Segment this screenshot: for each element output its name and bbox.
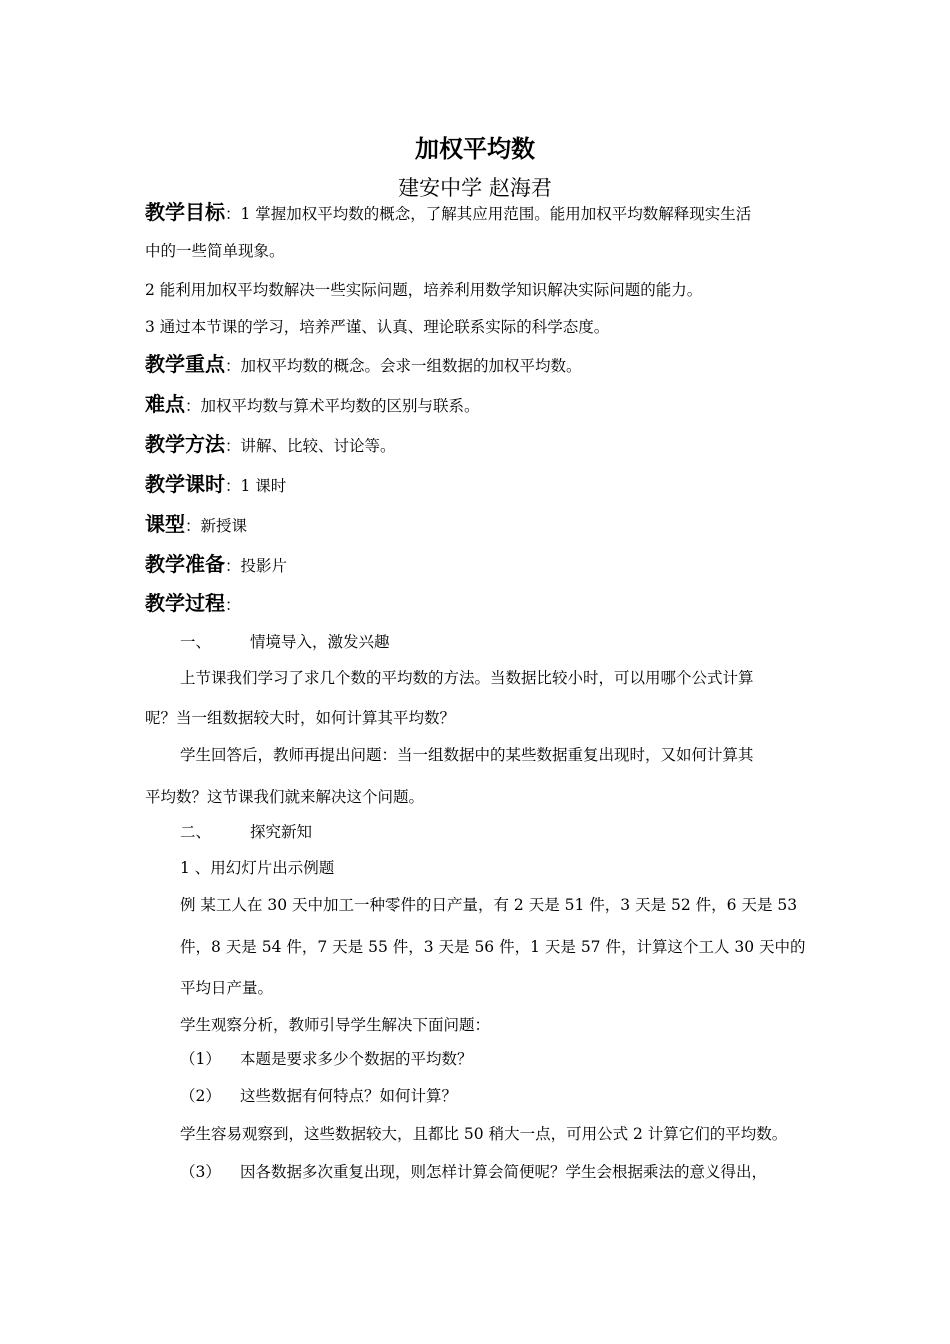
document-author: 建安中学 赵海君 <box>398 176 552 200</box>
process-text: ： <box>225 596 241 614</box>
paragraph-2-line-1: 学生回答后，教师再提出问题：当一组数据中的某些数据重复出现时，又如何计算其 <box>180 746 754 764</box>
example-line-1: 例 某工人在 30 天中加工一种零件的日产量，有 2 天是 51 件，3 天是 52 件，6 天是 53 <box>180 896 798 914</box>
key-points-text: ：加权平均数的概念。会求一组数据的加权平均数。 <box>225 357 582 375</box>
section-1-heading <box>180 632 390 652</box>
preparation-text: ：投影片 <box>225 557 288 575</box>
example-line-2: 件，8 天是 54 件，7 天是 55 件，3 天是 56 件，1 天是 57 件，计算这个工人 30 天中的 <box>180 938 806 956</box>
difficulty-label: 难点 <box>145 392 185 416</box>
hours-text: ：1 课时 <box>225 477 287 495</box>
objectives-line-cont: 中的一些简单现象。 <box>145 242 285 260</box>
objectives-item-3: 3 通过本节课的学习，培养严谨、认真、理论联系实际的科学态度。 <box>145 318 610 336</box>
lesson-type-line <box>145 514 247 536</box>
preparation-label: 教学准备 <box>145 552 225 576</box>
section-2-number: 二、 <box>180 823 212 841</box>
difficulty-text: ：加权平均数与算术平均数的区别与联系。 <box>185 397 480 415</box>
question-2 <box>180 1086 457 1106</box>
lesson-type-text: ：新授课 <box>185 517 248 535</box>
document-title: 加权平均数 <box>415 134 535 163</box>
difficulty-line <box>145 394 480 416</box>
objectives-line <box>145 202 751 224</box>
section-1-title: 情境导入，激发兴趣 <box>250 633 390 651</box>
question-3-number: （3） <box>180 1163 221 1181</box>
methods-label: 教学方法 <box>145 432 225 456</box>
objectives-text: ：1 掌握加权平均数的概念，了解其应用范围。能用加权平均数解释现实生活 <box>225 205 752 223</box>
section-2-title: 探究新知 <box>250 823 313 841</box>
hours-line <box>145 474 286 496</box>
section-2-heading <box>180 822 312 842</box>
methods-line <box>145 434 396 456</box>
process-label: 教学过程 <box>145 591 225 615</box>
analysis-line: 学生观察分析，教师引导学生解决下面问题： <box>180 1016 491 1034</box>
objectives-label: 教学目标 <box>145 200 225 224</box>
methods-text: ：讲解、比较、讨论等。 <box>225 437 396 455</box>
paragraph-1-line-2: 呢？当一组数据较大时，如何计算其平均数？ <box>145 709 456 727</box>
question-2-number: （2） <box>180 1087 221 1105</box>
question-3 <box>180 1162 767 1182</box>
key-points-line <box>145 354 582 376</box>
question-1 <box>180 1049 473 1069</box>
example-line-3: 平均日产量。 <box>180 979 274 997</box>
section-1-number: 一、 <box>180 633 212 651</box>
lesson-type-label: 课型 <box>145 512 185 536</box>
observation-line: 学生容易观察到，这些数据较大，且都比 50 稍大一点，可用公式 2 计算它们的平均数。 <box>180 1125 788 1143</box>
process-line <box>145 593 241 615</box>
question-3-text: 因各数据多次重复出现，则怎样计算会简便呢？学生会根据乘法的意义得出， <box>240 1163 768 1181</box>
question-1-number: （1） <box>180 1050 221 1068</box>
question-2-text: 这些数据有何特点？如何计算？ <box>240 1087 458 1105</box>
preparation-line <box>145 554 287 576</box>
hours-label: 教学课时 <box>145 472 225 496</box>
paragraph-1-line-1: 上节课我们学习了求几个数的平均数的方法。当数据比较小时，可以用哪个公式计算 <box>180 669 754 687</box>
paragraph-2-line-2: 平均数？这节课我们就来解决这个问题。 <box>145 788 425 806</box>
question-1-text: 本题是要求多少个数据的平均数？ <box>240 1050 473 1068</box>
step-1-line: 1 、用幻灯片出示例题 <box>180 859 335 877</box>
key-points-label: 教学重点 <box>145 352 225 376</box>
objectives-item-2: 2 能利用加权平均数解决一些实际问题，培养利用数学知识解决实际问题的能力。 <box>145 281 703 299</box>
